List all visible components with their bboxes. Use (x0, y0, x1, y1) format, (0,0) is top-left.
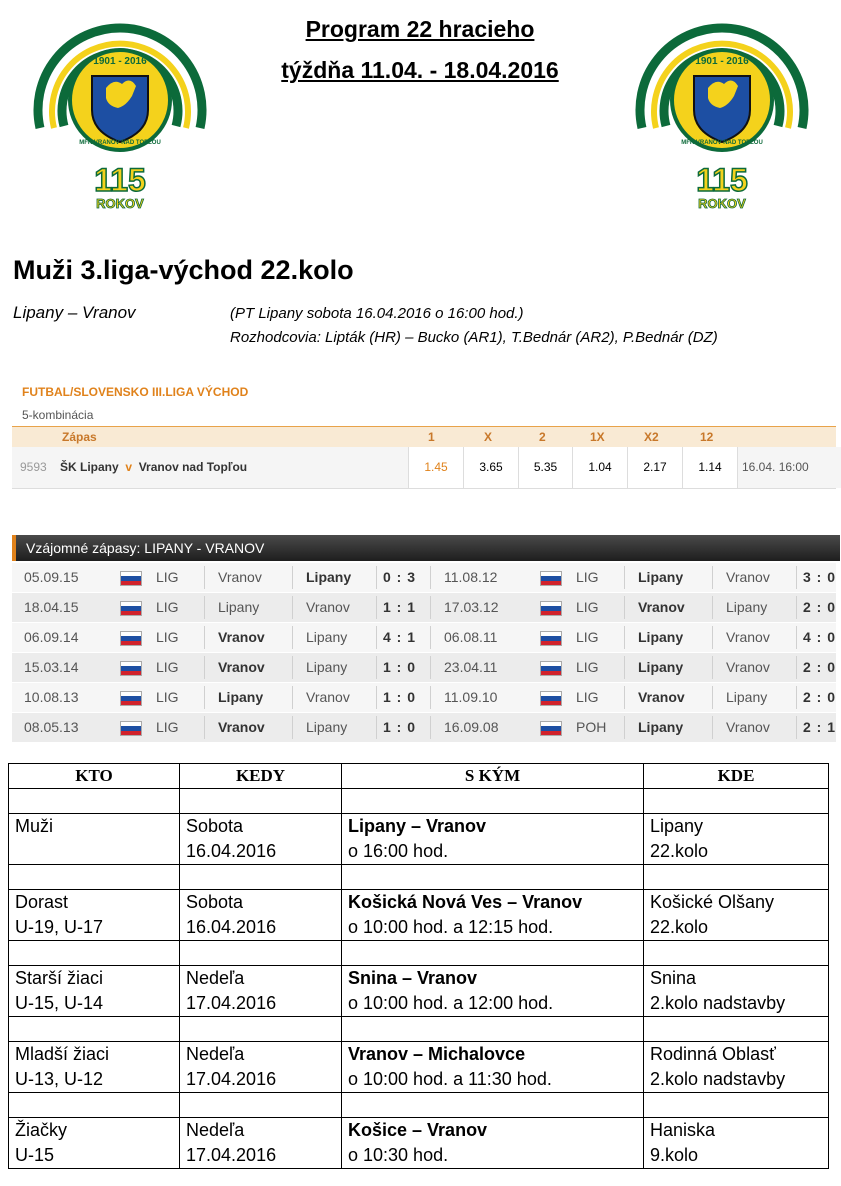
schedule-spacer-row (9, 1017, 829, 1042)
h2h-home-team[interactable]: Vranov (218, 569, 262, 585)
schedule-cell-skym: o 10:00 hod. a 11:30 hod. (342, 1067, 644, 1093)
sk-flag-icon (120, 631, 142, 646)
schedule-cell-skym: o 10:00 hod. a 12:15 hod. (342, 915, 644, 941)
schedule-header-skym: S KÝM (342, 764, 644, 789)
h2h-score: 2 : 0 (803, 659, 837, 675)
h2h-competition: LIG (576, 599, 599, 615)
h2h-score: 3 : 0 (803, 569, 837, 585)
h2h-away-team[interactable]: Lipany (726, 689, 768, 705)
h2h-competition: LIG (156, 659, 179, 675)
schedule-cell-skym: Vranov – Michalovce (342, 1042, 644, 1068)
h2h-competition: LIG (576, 629, 599, 645)
schedule-cell-skym: Košice – Vranov (342, 1118, 644, 1144)
h2h-row[interactable] (12, 683, 836, 712)
h2h-home-team[interactable]: Vranov (218, 719, 265, 735)
h2h-date: 11.08.12 (444, 569, 498, 585)
h2h-away-team[interactable]: Lipany (726, 599, 768, 615)
h2h-away-team[interactable]: Vranov (306, 689, 350, 705)
sk-flag-icon (120, 721, 142, 736)
h2h-home-team[interactable]: Lipany (638, 629, 684, 645)
schedule-cell-kedy: Sobota (180, 814, 342, 840)
schedule-table (8, 763, 829, 1169)
schedule-cell-kedy: 17.04.2016 (180, 1067, 342, 1093)
h2h-competition: LIG (156, 689, 179, 705)
schedule-row (9, 966, 829, 992)
match-referees: Rozhodcovia: Lipták (HR) – Bucko (AR1), T.Bednár (AR2), P.Bednár (DZ) (230, 329, 718, 346)
schedule-cell-kde: 2.kolo nadstavby (644, 1067, 829, 1093)
schedule-header-kde: KDE (644, 764, 829, 789)
schedule-cell-kde: Snina (644, 966, 829, 992)
schedule-cell-kto: Starší žiaci (9, 966, 180, 992)
h2h-date: 08.05.13 (24, 719, 79, 735)
odds-header-1: 1 (428, 430, 435, 444)
h2h-home-team[interactable]: Vranov (218, 629, 265, 645)
h2h-date: 11.09.10 (444, 689, 498, 705)
h2h-home-team[interactable]: Vranov (638, 599, 685, 615)
odds-home-team: ŠK Lipany (60, 460, 119, 474)
odds-header-1x: 1X (590, 430, 605, 444)
sk-flag-icon (540, 601, 562, 616)
h2h-score: 1 : 1 (383, 599, 417, 615)
h2h-home-team[interactable]: Lipany (638, 659, 684, 675)
match-info: (PT Lipany sobota 16.04.2016 o 16:00 hod.) (230, 305, 524, 322)
schedule-cell-skym: Lipany – Vranov (342, 814, 644, 840)
logo-years: 1901 - 2016 (93, 56, 147, 67)
h2h-date: 16.09.08 (444, 719, 499, 735)
odds-header-x: X (484, 430, 493, 444)
schedule-cell-kde: 22.kolo (644, 839, 829, 865)
odds-value-12[interactable]: 1.14 (682, 447, 737, 488)
h2h-date: 18.04.15 (24, 599, 79, 615)
h2h-row[interactable] (12, 563, 836, 592)
h2h-score: 0 : 3 (383, 569, 417, 585)
schedule-cell-kedy: Nedeľa (180, 1118, 342, 1144)
sk-flag-icon (540, 721, 562, 736)
h2h-home-team[interactable]: Vranov (218, 659, 265, 675)
odds-value-x[interactable]: 3.65 (463, 447, 518, 488)
schedule-cell-kde: 2.kolo nadstavby (644, 991, 829, 1017)
schedule-cell-skym: o 10:00 hod. a 12:00 hod. (342, 991, 644, 1017)
schedule-cell-kde: Rodinná Oblasť (644, 1042, 829, 1068)
h2h-row[interactable] (12, 593, 836, 622)
schedule-cell-skym: Snina – Vranov (342, 966, 644, 992)
schedule-row (9, 1118, 829, 1144)
odds-header-12: 12 (700, 430, 714, 444)
schedule-spacer-row (9, 865, 829, 890)
odds-value-1x[interactable]: 1.04 (572, 447, 627, 488)
h2h-competition: LIG (576, 689, 599, 705)
schedule-cell-kedy: Sobota (180, 890, 342, 916)
sk-flag-icon (120, 661, 142, 676)
h2h-date: 23.04.11 (444, 659, 498, 675)
odds-value-1[interactable]: 1.45 (408, 447, 463, 488)
odds-away-team: Vranov nad Topľou (138, 460, 248, 474)
schedule-cell-kto: Mladší žiaci (9, 1042, 180, 1068)
odds-header (12, 426, 836, 447)
schedule-header-kedy: KEDY (180, 764, 342, 789)
schedule-cell-kedy: 16.04.2016 (180, 915, 342, 941)
h2h-competition: POH (576, 719, 607, 735)
h2h-away-team[interactable]: Lipany (306, 629, 348, 645)
h2h-away-team[interactable]: Lipany (306, 569, 352, 585)
odds-header-x2: X2 (644, 430, 659, 444)
schedule-row (9, 915, 829, 941)
h2h-competition: LIG (156, 569, 179, 585)
h2h-home-team[interactable]: Lipany (218, 599, 260, 615)
schedule-row (9, 890, 829, 916)
logo-club: MFK VRANOV NAD TOPĽOU (681, 140, 763, 146)
h2h-date: 17.03.12 (444, 599, 499, 615)
schedule-cell-kto: Žiačky (9, 1118, 180, 1144)
schedule-cell-skym: o 10:30 hod. (342, 1143, 644, 1169)
h2h-date: 06.08.11 (444, 629, 498, 645)
h2h-score: 1 : 0 (383, 689, 417, 705)
club-logo-right (622, 8, 822, 213)
schedule-spacer-row (9, 789, 829, 814)
schedule-row (9, 814, 829, 840)
schedule-row (9, 839, 829, 865)
odds-vs: v (125, 460, 133, 474)
schedule-cell-kto: U-13, U-12 (9, 1067, 180, 1093)
schedule-row (9, 1143, 829, 1169)
odds-value-x2[interactable]: 2.17 (627, 447, 682, 488)
schedule-cell-kde: Haniska (644, 1118, 829, 1144)
page-title-line1: Program 22 hracieho (305, 16, 535, 42)
odds-subtitle: 5-kombinácia (22, 408, 94, 422)
h2h-date: 05.09.15 (24, 569, 79, 585)
h2h-away-team[interactable]: Vranov (306, 599, 350, 615)
schedule-cell-skym: Košická Nová Ves – Vranov (342, 890, 644, 916)
h2h-score: 1 : 0 (383, 719, 417, 735)
h2h-date: 06.09.14 (24, 629, 79, 645)
h2h-score: 2 : 1 (803, 719, 837, 735)
h2h-home-team[interactable]: Lipany (638, 719, 684, 735)
logo-rokov: ROKOV (96, 196, 144, 211)
schedule-cell-kto (9, 839, 180, 865)
sk-flag-icon (540, 691, 562, 706)
schedule-row (9, 1067, 829, 1093)
h2h-competition: LIG (156, 719, 179, 735)
schedule-cell-kto: U-15 (9, 1143, 180, 1169)
logo-number: 115 (94, 162, 146, 198)
match-name: Lipany – Vranov (13, 303, 136, 322)
schedule-cell-skym: o 16:00 hod. (342, 839, 644, 865)
logo-rokov: ROKOV (698, 196, 746, 211)
schedule-row (9, 1042, 829, 1068)
schedule-cell-kde: Lipany (644, 814, 829, 840)
schedule-cell-kedy: 17.04.2016 (180, 991, 342, 1017)
h2h-row[interactable] (12, 713, 836, 742)
h2h-away-team[interactable]: Vranov (726, 569, 770, 585)
schedule-cell-kedy: 17.04.2016 (180, 1143, 342, 1169)
odds-category: FUTBAL/SLOVENSKO III.LIGA VÝCHOD (22, 385, 249, 399)
section-title: Muži 3.liga-východ 22.kolo (13, 255, 354, 285)
h2h-competition: LIG (156, 629, 179, 645)
odds-teams[interactable] (60, 447, 247, 488)
schedule-cell-kto: U-15, U-14 (9, 991, 180, 1017)
schedule-cell-kde: 22.kolo (644, 915, 829, 941)
odds-date: 16.04. 16:00 (737, 447, 841, 488)
h2h-date: 15.03.14 (24, 659, 79, 675)
odds-header-2: 2 (539, 430, 546, 444)
h2h-away-team[interactable]: Lipany (306, 719, 348, 735)
h2h-competition: LIG (156, 599, 179, 615)
h2h-competition: LIG (576, 569, 599, 585)
schedule-cell-kde: 9.kolo (644, 1143, 829, 1169)
schedule-header-kto: KTO (9, 764, 180, 789)
h2h-title-bar (12, 535, 840, 561)
h2h-score: 2 : 0 (803, 689, 837, 705)
odds-header-zapas: Zápas (62, 430, 97, 444)
schedule-spacer-row (9, 1093, 829, 1118)
sk-flag-icon (120, 691, 142, 706)
h2h-score: 4 : 0 (803, 629, 837, 645)
schedule-cell-kto: Muži (9, 814, 180, 840)
h2h-away-team[interactable]: Vranov (726, 659, 770, 675)
schedule-cell-kedy: 16.04.2016 (180, 839, 342, 865)
h2h-away-team[interactable]: Lipany (306, 659, 348, 675)
h2h-row[interactable] (12, 653, 836, 682)
h2h-row[interactable] (12, 623, 836, 652)
sk-flag-icon (120, 601, 142, 616)
odds-match-id: 9593 (20, 460, 47, 474)
schedule-cell-kto: U-19, U-17 (9, 915, 180, 941)
h2h-home-team[interactable]: Lipany (218, 689, 264, 705)
h2h-title: Vzájomné zápasy: LIPANY - VRANOV (26, 540, 265, 556)
schedule-header-row (9, 764, 829, 789)
schedule-cell-kedy: Nedeľa (180, 966, 342, 992)
h2h-score: 1 : 0 (383, 659, 417, 675)
logo-number: 115 (696, 162, 748, 198)
sk-flag-icon (540, 631, 562, 646)
schedule-spacer-row (9, 941, 829, 966)
h2h-score: 4 : 1 (383, 629, 417, 645)
h2h-away-team[interactable]: Vranov (726, 629, 770, 645)
odds-value-2[interactable]: 5.35 (518, 447, 572, 488)
logo-years: 1901 - 2016 (695, 56, 749, 67)
schedule-cell-kde: Košické Olšany (644, 890, 829, 916)
club-logo-left (20, 8, 220, 213)
schedule-cell-kto: Dorast (9, 890, 180, 916)
odds-row[interactable] (12, 447, 836, 489)
sk-flag-icon (540, 571, 562, 586)
schedule-row (9, 991, 829, 1017)
h2h-home-team[interactable]: Vranov (638, 689, 685, 705)
logo-club: MFK VRANOV NAD TOPĽOU (79, 140, 161, 146)
h2h-score: 2 : 0 (803, 599, 837, 615)
h2h-competition: LIG (576, 659, 599, 675)
schedule-cell-kedy: Nedeľa (180, 1042, 342, 1068)
h2h-home-team[interactable]: Lipany (638, 569, 684, 585)
sk-flag-icon (120, 571, 142, 586)
h2h-away-team[interactable]: Vranov (726, 719, 770, 735)
sk-flag-icon (540, 661, 562, 676)
h2h-date: 10.08.13 (24, 689, 79, 705)
page-title-line2: týždňa 11.04. - 18.04.2016 (281, 57, 559, 83)
